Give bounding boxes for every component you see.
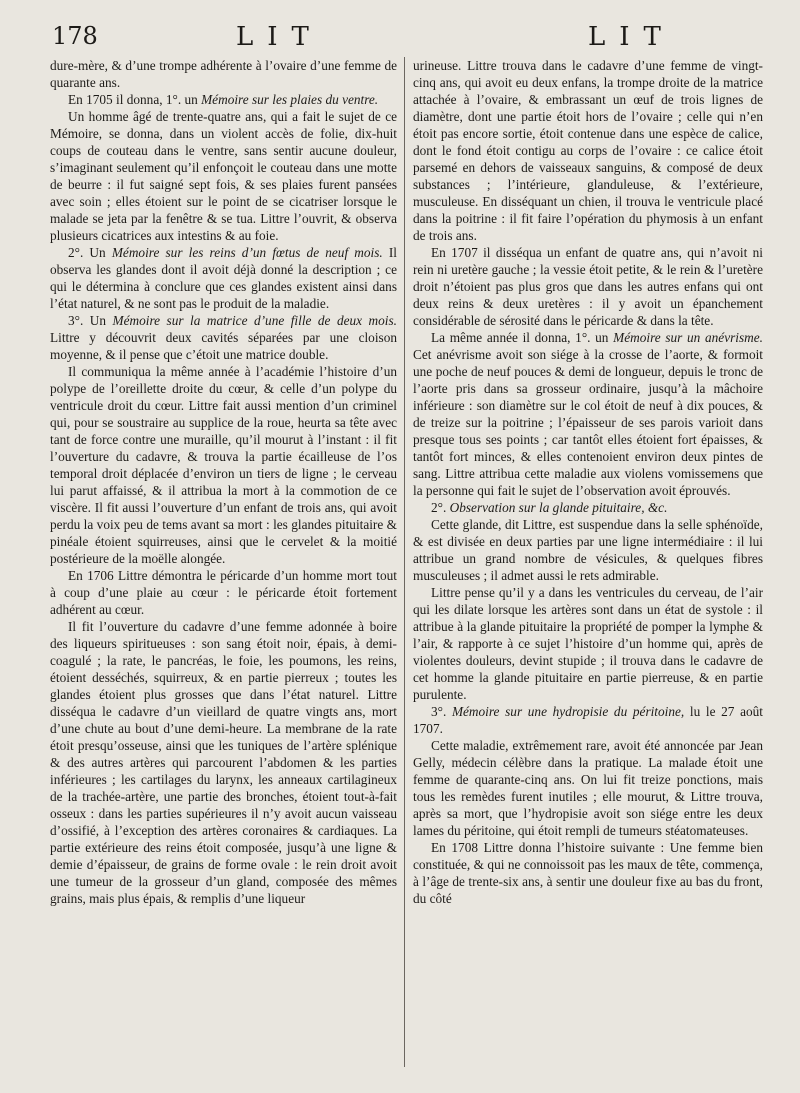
paragraph: 2°. Observation sur la glande pituitaire, &c. xyxy=(431,500,668,515)
paragraph: En 1708 Littre donna l’histoire suivante : Une femme bien constituée, & qui ne connoissoit pas les maux de tête, commença, à l’âge de trente-six ans, à sentir une douleur fixe au bas du front, du côté xyxy=(413,840,763,906)
paragraph: Cette glande, dit Littre, est suspendue dans la selle sphénoïde, & est divisée en deux parties par une ligne intermédiaire : il lui attribue un grand nombre de vésicules, & quelques fibres musculeuses ; il admet aussi le rets admirable. xyxy=(413,517,763,583)
memoir-title: Mémoire sur les plaies du ventre. xyxy=(201,92,379,107)
paragraph: 3°. Un Mémoire sur la matrice d’une fille de deux mois. Littre y découvrit deux cavités séparées par une cloison moyenne, & il pense que c’étoit une matrice double. xyxy=(50,313,397,362)
paragraph: Il communiqua la même année à l’académie l’histoire d’un polype de l’oreillette droite du cœur, & celle d’un polype du ventricule droit du cœur. Littre fait aussi mention d’un criminel qui, pour se soustraire au supplice de la roue, heurta sa tête avec tant de force contre une muraille, qu’il mourut à l’instant : il fit l’ouverture du cadavre, & trouva la partie écailleuse de l’os temporal droit déplacée d’environ un tiers de ligne ; le cerveau lui parut affaissé, & il attribua la mort à la commotion de ce viscère. Il fit aussi l’ouverture d’un enfant de trois ans, qui avoit perdu la voix peu de tems avant sa mort : les glandes pituitaire & pinéale étoient squirreuses, ainsi que le cervelet & la moitié postérieure de la moëlle alongée. xyxy=(50,364,397,566)
page-number: 178 xyxy=(52,22,98,50)
paragraph: urineuse. Littre trouva dans le cadavre d’une femme de vingt-cinq ans, qui avoit eu deux enfans, la trompe droite de la matrice attachée à l’ovaire, & embrassant un œuf de trois lignes de diamètre, dont une partie étoit hors de l’ovaire ; celle qui n’en étoit pas encore sortie, étoit contenue dans une espèce de calice, dont le fond étoit contigu au corps de l’ovaire : ce calice étoit parsemé en dehors de vaisseaux sanguins, & composé de deux substances ; l’intérieure, glanduleuse, & l’extérieure, musculeuse. En disséquant un chien, il trouva le ventricule placé dans la poitrine : il fit faire l’opération du phymosis à un enfant de trois ans. xyxy=(413,58,763,243)
paragraph: 3°. Mémoire sur une hydropisie du péritoine, lu le 27 août 1707. xyxy=(413,704,763,736)
running-title-right: LIT xyxy=(588,22,675,52)
left-column xyxy=(50,57,397,907)
paragraph: 2°. Un Mémoire sur les reins d’un fœtus de neuf mois. Il observa les glandes dont il avoit déjà donné la description ; ce qui le détermina à conclure que ces glandes existent ainsi dans l’état naturel, & ne sont pas le produit de la maladie. xyxy=(50,245,398,311)
paragraph: En 1706 Littre démontra le péricarde d’un homme mort tout à coup d’une plaie au cœur : le péricarde étoit fortement adhérent au cœur. xyxy=(50,568,397,617)
paragraph: En 1707 il disséqua un enfant de quatre ans, qui n’avoit ni rein ni uretère gauche ; la vessie étoit petite, & le rein & l’uretère droit n’étoient pas plus gros que dans les autres enfans qui ont deux reins & deux uretères : il y avoit un épanchement considérable de sérosité dans le péricarde & dans la tête. xyxy=(413,245,763,328)
memoir-title: Mémoire sur un anévrisme. xyxy=(613,330,763,345)
paragraph: La même année il donna, 1°. un Mémoire sur un anévrisme. Cet anévrisme avoit son siége à la crosse de l’aorte, & formoit une poche de neuf pouces & demi de longueur, depuis le tronc de l’aorte pris dans sa grosseur ordinaire, jusqu’à la mâchoire inférieure : son diamètre sur le col étoit de neuf à dix pouces, & de treize sur la poitrine ; l’épaisseur de ses parois varioit dans presque tous ses points ; car tantôt elles étoient fort épaisses, & tantôt fort minces, & elles contenoient environ deux pintes de sang. Littre attribua cette maladie aux violens vomissemens que la personne qui fait le sujet de l’observation avoit éprouvés. xyxy=(413,330,763,498)
paragraph: Il fit l’ouverture du cadavre d’une femme adonnée à boire des liqueurs spiritueuses : son sang étoit noir, épais, à demi-coagulé ; la rate, le pancréas, le foie, les poumons, les reins, étoient desséchés, squirreux, & en partie pierreux ; toutes les glandes étoient plus grosses que dans l’état naturel. Littre disséqua le cadavre d’un vieillard de quatre vingts ans, mort d’une chute au bout d’une demi-heure. La membrane de la rate étoit presqu’osseuse, ainsi que les tuniques de l’artère splénique & des autres artères qui parcourent l’abdomen & les parties inférieures ; les cartilages du larynx, les anneaux cartilagineux de la trachée-artère, une partie des bronches, étoient tout-à-fait osseux : dans les parties supérieures il n’y avoit aucun vaisseau d’ossifié, à l’exception des artères coronaires & cardiaques. La partie extérieure des reins étoit composée, jusqu’à une ligne & demie d’épaisseur, de grains de forme ovale : le rein droit avoit une tumeur de la grosseur d’un gland, composée des mêmes grains, mais plus épais, & remplis d’une liqueur xyxy=(50,619,397,906)
paragraph: En 1705 il donna, 1°. un Mémoire sur les plaies du ventre. xyxy=(68,92,379,107)
running-header xyxy=(48,22,760,56)
paragraph: Un homme âgé de trente-quatre ans, qui a fait le sujet de ce Mémoire, se donna, dans un violent accès de folie, dix-huit coups de couteau dans le ventre, sans sentir aucune douleur, s’imaginant seulement qu’il enfonçoit le couteau dans une motte de beurre : il fut saigné sept fois, & ses plaies furent pansées avec soin ; elles étoient sur le point de se cicatriser lorsque le malade se jeta par la fenêtre & se tua. Littre l’ouvrit, & observa plusieurs cicatrices aux intestins & au foie. xyxy=(50,109,397,243)
column-divider xyxy=(404,57,405,1067)
right-column xyxy=(413,57,763,907)
memoir-title: Observation sur la glande pituitaire, &c. xyxy=(449,500,668,515)
paragraph: dure-mère, & d’une trompe adhérente à l’ovaire d’une femme de quarante ans. xyxy=(50,58,397,90)
memoir-title: Mémoire sur les reins d’un fœtus de neuf mois. xyxy=(111,245,383,260)
memoir-title: Mémoire sur une hydropisie du péritoine, xyxy=(451,704,685,719)
paragraph: Littre pense qu’il y a dans les ventricules du cerveau, de l’air qui les dilate lorsque les artères sont dans un état de systole : il attribue à la glande pituitaire la propriété de pomper la lymphe & l’air, & rapporte à ce sujet l’histoire d’un homme qui, après de violentes douleurs, devint stupide ; il trouva dans le cadavre de cet homme la glande pituitaire en partie pierreuse, & en partie purulente. xyxy=(413,585,763,702)
paragraph: Cette maladie, extrêmement rare, avoit été annoncée par Jean Gelly, médecin célèbre dans la pratique. La malade étoit une femme de quarante-cinq ans. On lui fit treize ponctions, mais tous les remèdes furent inutiles ; elle mourut, & Littre trouva, après sa mort, que l’hydropisie avoit son siége entre les deux lames du péritoine, qui étoit rempli de tumeurs stéatomateuses. xyxy=(413,738,763,838)
running-title-left: LIT xyxy=(236,22,323,52)
memoir-title: Mémoire sur la matrice d’une fille de deux mois. xyxy=(112,313,397,328)
